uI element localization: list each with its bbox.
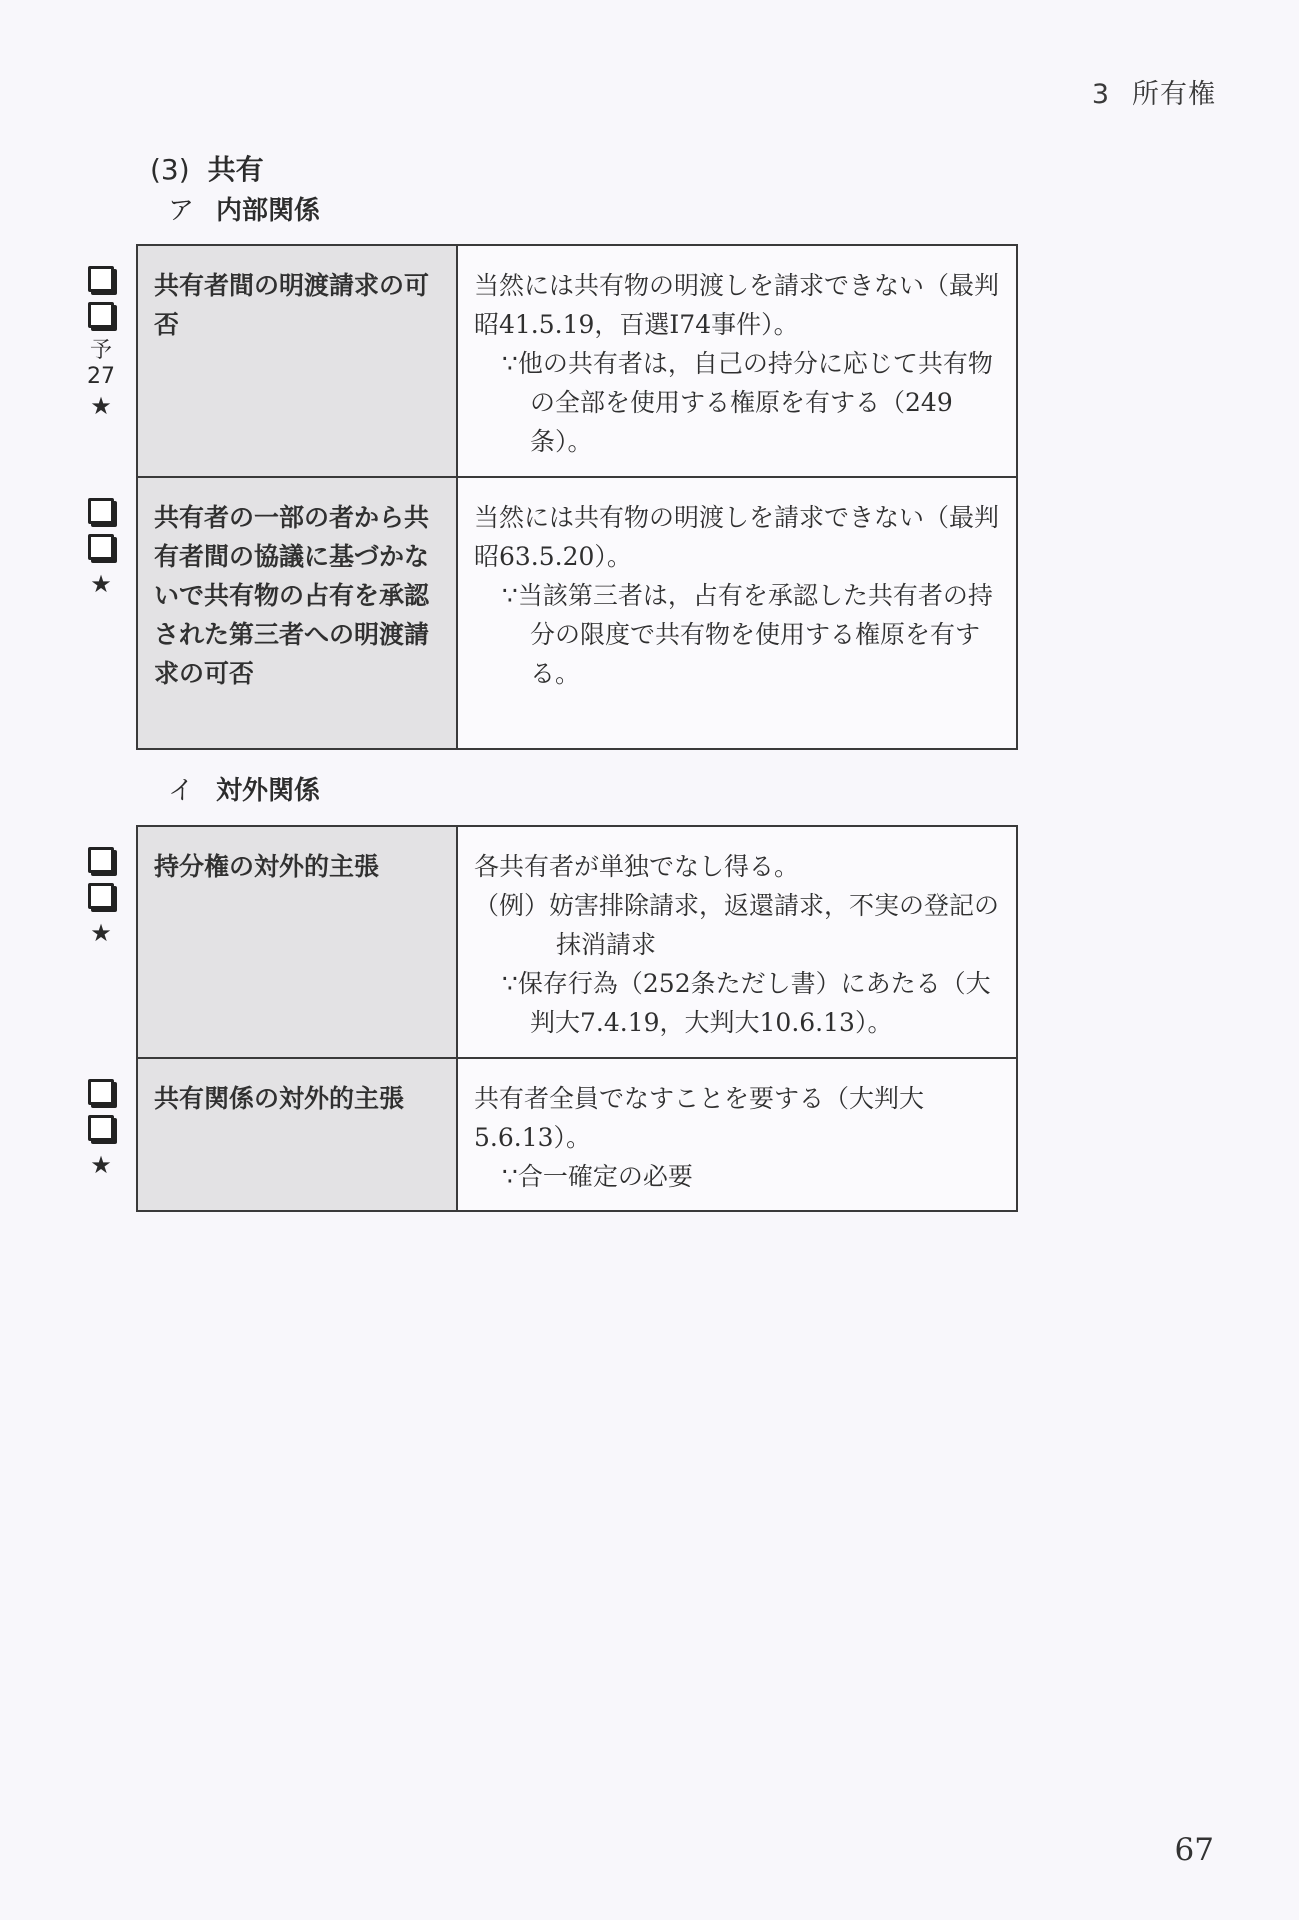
external-relations-table: [90, 825, 1018, 1212]
rule-text: 共有者全員でなすことを要する（大判大5.6.13）。: [474, 1084, 925, 1152]
reason-text: [474, 1157, 1002, 1196]
running-head: [1092, 72, 1216, 111]
exam-year: 27: [87, 364, 115, 389]
subsection-mark: イ: [168, 776, 195, 806]
checkbox-icon[interactable]: [88, 266, 114, 292]
star-icon: ★: [90, 570, 112, 598]
table-row: [137, 245, 1017, 477]
subsection-mark: ア: [168, 196, 195, 226]
because-symbol: ∵: [502, 581, 518, 610]
exam-mark: 予: [89, 338, 112, 363]
rule-cell: [457, 826, 1017, 1058]
chapter-number: 3: [1091, 79, 1110, 110]
issue-text: 共有関係の対外的主張: [154, 1084, 405, 1113]
margin-marks: [84, 841, 118, 947]
checkbox-icon[interactable]: [88, 534, 114, 560]
reason-body: 他の共有者は，自己の持分に応じて共有物の全部を使用する権原を有する（249条）。: [517, 349, 993, 456]
checkbox-icon[interactable]: [88, 1079, 114, 1105]
because-symbol: ∵: [502, 969, 518, 998]
checkbox-icon[interactable]: [88, 302, 114, 328]
issue-text: 共有者の一部の者から共有者間の協議に基づかないで共有物の占有を承認された第三者への明渡請求の可否: [154, 503, 430, 688]
issue-text: 持分権の対外的主張: [154, 852, 380, 881]
reason-text: [474, 964, 1002, 1042]
subsection-heading-external: [168, 770, 320, 807]
rule-cell: [457, 477, 1017, 749]
issue-cell: [90, 826, 457, 1058]
page-number: 67: [1174, 1832, 1214, 1868]
checkbox-icon[interactable]: [88, 847, 114, 873]
star-icon: ★: [90, 392, 112, 420]
section-number: (3): [150, 153, 190, 186]
reason-body: 当該第三者は，占有を承認した共有者の持分の限度で共有物を使用する権原を有する。: [517, 581, 993, 688]
table-row: [137, 477, 1017, 749]
section-title: 共有: [207, 153, 264, 186]
checkbox-icon[interactable]: [88, 1115, 114, 1141]
example-text: （例）妨害排除請求，返還請求，不実の登記の抹消請求: [474, 891, 1000, 959]
rule-text: 当然には共有物の明渡しを請求できない（最判昭41.5.19，百選Ⅰ74事件）。: [474, 271, 1000, 339]
internal-relations-table: [87, 244, 1018, 750]
issue-cell: [87, 245, 457, 477]
margin-marks: [84, 492, 118, 598]
margin-marks: [84, 1073, 118, 1179]
table-row: [137, 1058, 1017, 1211]
star-icon: ★: [90, 1151, 112, 1179]
subsection-title: 内部関係: [216, 196, 321, 226]
margin-marks: [84, 260, 118, 420]
checkbox-icon[interactable]: [88, 498, 114, 524]
issue-text: 共有者間の明渡請求の可否: [154, 271, 430, 339]
issue-cell: [90, 477, 457, 749]
rule-text: 当然には共有物の明渡しを請求できない（最判昭63.5.20）。: [474, 503, 1000, 571]
because-symbol: ∵: [502, 1162, 518, 1191]
checkbox-icon[interactable]: [88, 883, 114, 909]
subsection-title: 対外関係: [216, 776, 321, 806]
reason-text: [474, 576, 1002, 693]
reason-body: 保存行為（252条ただし書）にあたる（大判大7.4.19，大判大10.6.13）。: [517, 969, 991, 1037]
rule-text: 各共有者が単独でなし得る。: [474, 852, 800, 881]
reason-body: 合一確定の必要: [517, 1162, 693, 1191]
chapter-title: 所有権: [1132, 79, 1216, 110]
section-heading: [150, 148, 264, 188]
table-row: [137, 826, 1017, 1058]
reason-text: [474, 344, 1002, 461]
subsection-heading-internal: [168, 190, 320, 227]
star-icon: ★: [90, 919, 112, 947]
because-symbol: ∵: [502, 349, 518, 378]
rule-cell: [457, 1058, 1017, 1211]
rule-cell: [457, 245, 1017, 477]
issue-cell: [90, 1058, 457, 1211]
